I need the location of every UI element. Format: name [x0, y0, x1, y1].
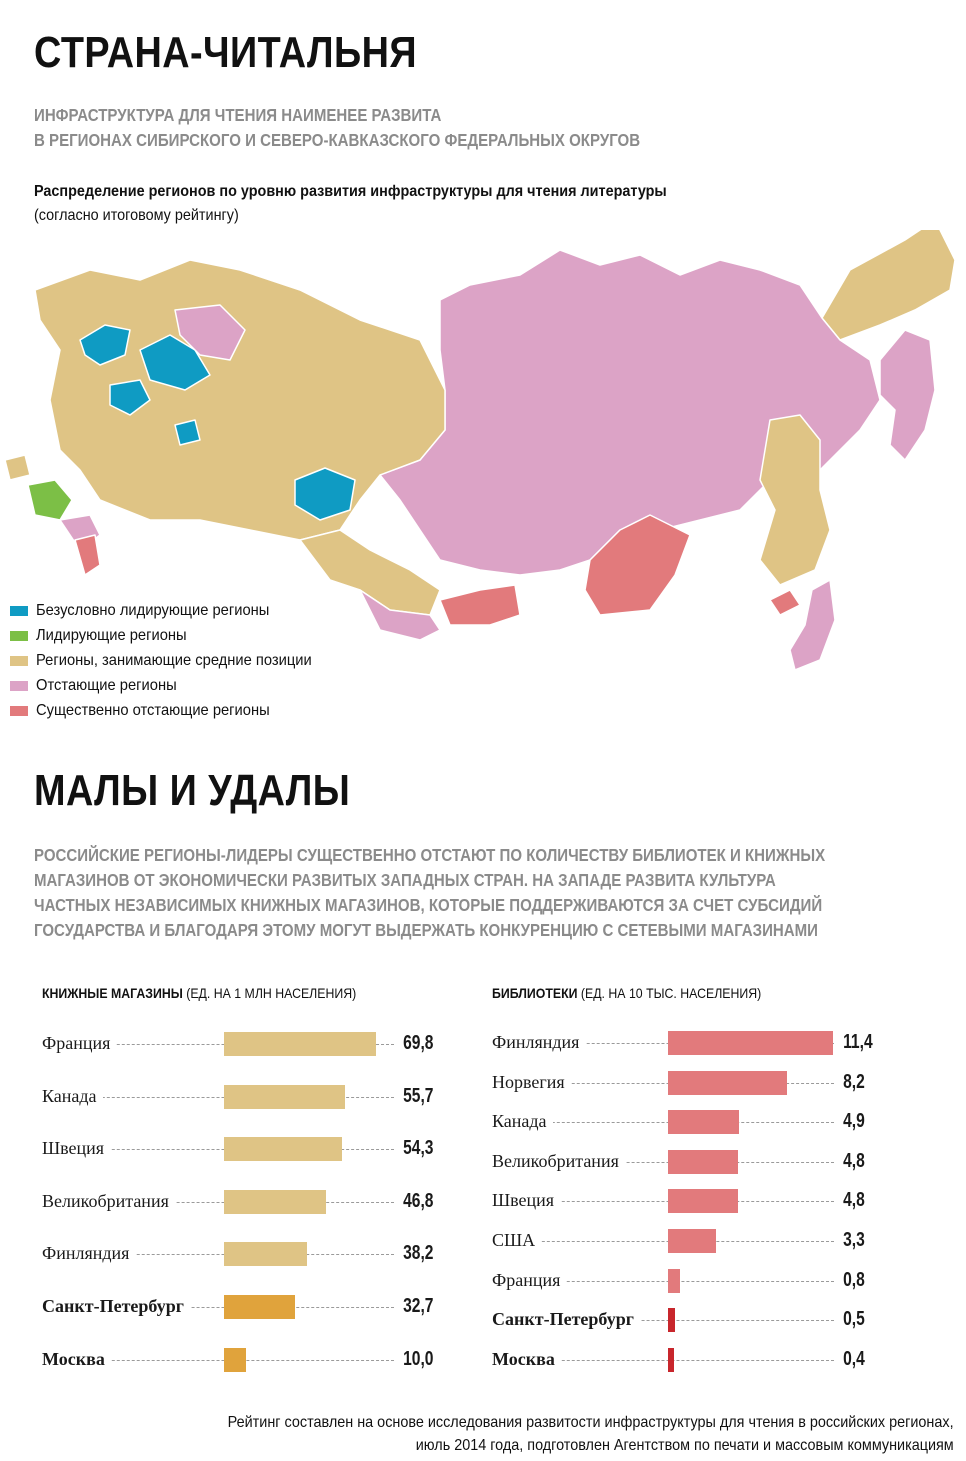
map-region-chukotka: [822, 230, 955, 340]
category-label: Финляндия: [42, 1243, 135, 1264]
footer-line2: июль 2014 года, подготовлен Агентством по печати и массовым коммуникациям: [416, 1437, 954, 1454]
leader-line: [42, 1149, 394, 1150]
category-label: Франция: [492, 1270, 566, 1291]
leader-line: [492, 1122, 834, 1123]
map-region-central: [35, 260, 445, 540]
leader-line: [42, 1360, 394, 1361]
chart-title-main: БИБЛИОТЕКИ: [492, 985, 578, 1001]
bar: [224, 1295, 295, 1319]
map-region-moscow-area: [175, 420, 200, 445]
category-label: Канада: [42, 1086, 103, 1107]
category-label: Великобритания: [42, 1191, 175, 1212]
legend-item: [10, 673, 336, 698]
leader-line: [492, 1201, 834, 1202]
bar: [224, 1137, 342, 1161]
bar: [668, 1229, 716, 1253]
category-label: Норвегия: [492, 1072, 571, 1093]
value-label: 0,8: [840, 1269, 865, 1292]
leader-line: [42, 1254, 394, 1255]
legend-label: Существенно отстающие регионы: [36, 701, 270, 719]
footer-line1: Рейтинг составлен на основе исследования развитости инфраструктуры для чтения в российских регионах,: [228, 1414, 954, 1431]
leader-line: [492, 1043, 834, 1044]
value-label: 4,8: [840, 1189, 865, 1212]
map-region-tyva: [440, 585, 520, 625]
bar: [668, 1150, 738, 1174]
category-label: Москва: [42, 1349, 111, 1370]
value-label: 38,2: [400, 1242, 433, 1265]
leader-line: [42, 1202, 394, 1203]
section2-title: МАЛЫ И УДАЛЫ: [34, 766, 351, 815]
bar: [224, 1032, 376, 1056]
category-label: Финляндия: [492, 1032, 585, 1053]
value-label: 69,8: [400, 1032, 433, 1055]
value-label: 8,2: [840, 1071, 865, 1094]
value-label: 55,7: [400, 1085, 433, 1108]
map-region-kamchatka: [880, 330, 935, 460]
legend-swatch: [10, 681, 28, 691]
value-label: 4,9: [840, 1110, 865, 1133]
map-region-sakhalin: [790, 580, 835, 670]
value-label: 0,5: [840, 1308, 865, 1331]
value-label: 54,3: [400, 1137, 433, 1160]
value-label: 11,4: [840, 1031, 873, 1054]
map-legend: [10, 598, 336, 723]
chart-title-libraries: [492, 985, 761, 1001]
map-note: (согласно итоговому рейтингу): [34, 207, 239, 224]
bar: [668, 1031, 833, 1055]
bar: [668, 1110, 739, 1134]
chart-title-bookstores: [42, 985, 356, 1001]
category-label: США: [492, 1230, 541, 1251]
legend-swatch: [10, 606, 28, 616]
value-label: 46,8: [400, 1190, 433, 1213]
map-region-khabarovsk: [760, 415, 830, 585]
legend-item: [10, 698, 336, 723]
bar: [224, 1348, 246, 1372]
leader-line: [492, 1360, 834, 1361]
category-label: Санкт-Петербург: [492, 1309, 640, 1330]
bar: [668, 1189, 738, 1213]
value-label: 10,0: [400, 1348, 433, 1371]
legend-label: Отстающие регионы: [36, 676, 177, 694]
bar: [668, 1308, 675, 1332]
legend-label: Безусловно лидирующие регионы: [36, 601, 270, 619]
value-label: 0,4: [840, 1348, 865, 1371]
bar: [224, 1085, 345, 1109]
bar: [668, 1348, 674, 1372]
chart-title-unit: (ЕД. НА 10 ТЫС. НАСЕЛЕНИЯ): [580, 985, 762, 1001]
leader-line: [492, 1162, 834, 1163]
map-region-dagestan: [75, 535, 100, 575]
leader-line: [42, 1307, 394, 1308]
section1-title: СТРАНА-ЧИТАЛЬНЯ: [34, 28, 418, 77]
category-label: Франция: [42, 1033, 116, 1054]
legend-item: [10, 623, 336, 648]
category-label: Великобритания: [492, 1151, 625, 1172]
legend-item: [10, 598, 336, 623]
leader-line: [492, 1241, 834, 1242]
leader-line: [492, 1281, 834, 1282]
category-label: Швеция: [42, 1138, 110, 1159]
legend-label: Регионы, занимающие средние позиции: [36, 651, 312, 669]
map-title: Распределение регионов по уровню развития инфраструктуры для чтения литературы: [34, 183, 667, 200]
category-label: Швеция: [492, 1190, 560, 1211]
leader-line: [492, 1320, 834, 1321]
legend-swatch: [10, 631, 28, 641]
map-region-krasnodar: [28, 480, 72, 520]
value-label: 32,7: [400, 1295, 433, 1318]
leader-line: [492, 1083, 834, 1084]
category-label: Санкт-Петербург: [42, 1296, 190, 1317]
map-region-crimea: [5, 455, 30, 480]
category-label: Москва: [492, 1349, 561, 1370]
section2-lead: РОССИЙСКИЕ РЕГИОНЫ-ЛИДЕРЫ СУЩЕСТВЕННО ОТСТАЮТ ПО КОЛИЧЕСТВУ БИБЛИОТЕК И КНИЖНЫХ МАГАЗИНОВ ОТ ЭКОНОМИЧЕСКИ РАЗВИТЫХ ЗАПАДНЫХ СТРАН. НА ЗАПАДЕ РАЗВИТА КУЛЬТУРА ЧАСТНЫХ НЕЗАВИСИМЫХ КНИЖНЫХ МАГАЗИНОВ, КОТОРЫЕ ПОДДЕРЖИВАЮТСЯ ЗА СЧЕТ СУБСИДИЙ ГОСУДАРСТВА И БЛАГОДАРЯ ЭТОМУ МОГУТ ВЫДЕРЖАТЬ КОНКУРЕНЦИЮ С СЕТЕВЫМИ МАГАЗИНАМИ: [34, 845, 826, 940]
chart-title-main: КНИЖНЫЕ МАГАЗИНЫ: [42, 985, 183, 1001]
category-label: Канада: [492, 1111, 553, 1132]
bar: [668, 1071, 787, 1095]
legend-swatch: [10, 656, 28, 666]
map-region-primorye-south: [770, 590, 800, 615]
legend-label: Лидирующие регионы: [36, 626, 187, 644]
bar: [224, 1242, 307, 1266]
bar: [668, 1269, 680, 1293]
chart-title-unit: (ЕД. НА 1 МЛН НАСЕЛЕНИЯ): [186, 985, 357, 1001]
value-label: 3,3: [840, 1229, 865, 1252]
value-label: 4,8: [840, 1150, 865, 1173]
legend-item: [10, 648, 336, 673]
bar: [224, 1190, 326, 1214]
legend-swatch: [10, 706, 28, 716]
leader-line: [42, 1044, 394, 1045]
leader-line: [42, 1097, 394, 1098]
section1-lead: ИНФРАСТРУКТУРА ДЛЯ ЧТЕНИЯ НАИМЕНЕЕ РАЗВИТА В РЕГИОНАХ СИБИРСКОГО И СЕВЕРО-КАВКАЗСКОГО ФЕДЕРАЛЬНЫХ ОКРУГОВ: [34, 105, 641, 150]
